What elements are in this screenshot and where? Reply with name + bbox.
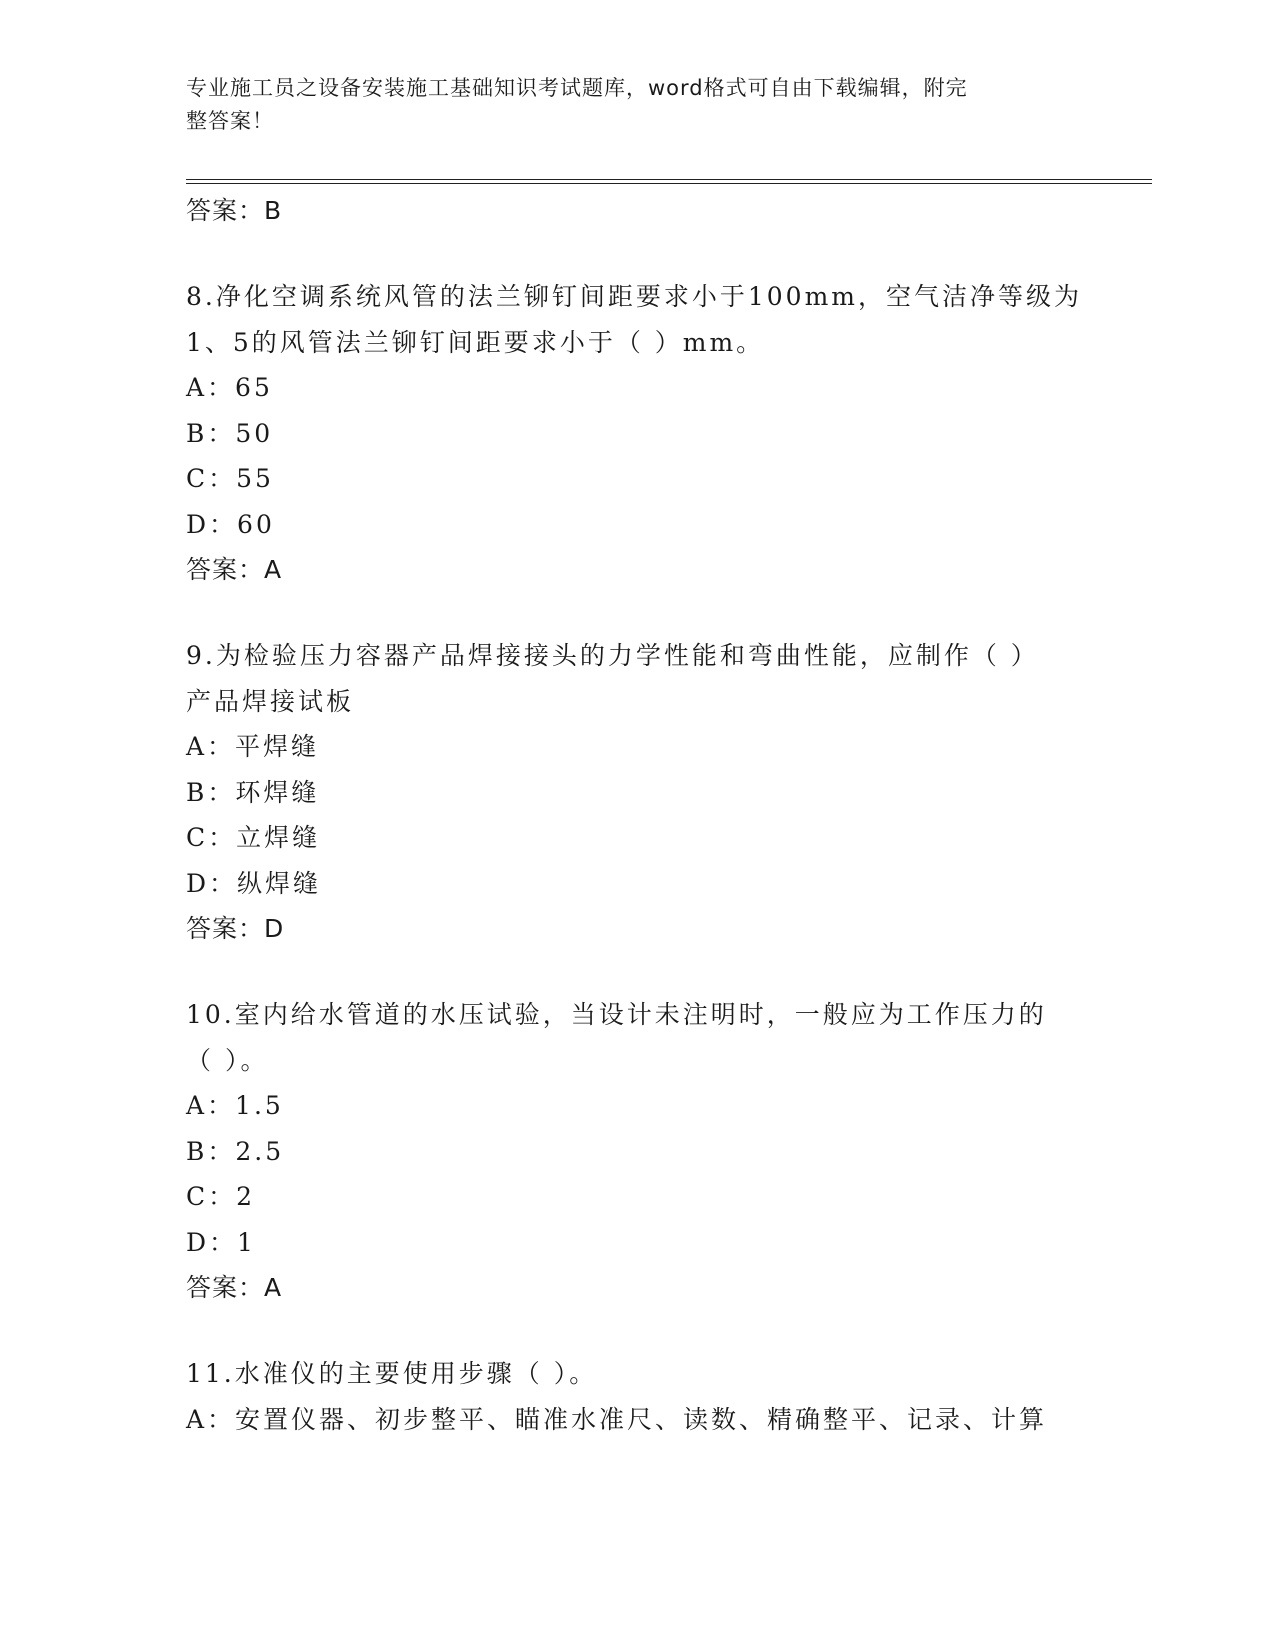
header-line-2: 整答案！: [186, 109, 274, 133]
question-text: [186, 274, 1086, 365]
option-c: C：2: [186, 1182, 256, 1211]
question-text-line: （ ）。: [186, 1045, 269, 1075]
header-line-1: 专业施工员之设备安装施工基础知识考试题库，word格式可自由下载编辑，附完: [186, 76, 968, 100]
question-text: [186, 1351, 1086, 1397]
option-c: C：55: [186, 464, 274, 493]
question-9: [186, 633, 1086, 952]
question-text-line: 11.水准仪的主要使用步骤（ ）。: [186, 1359, 598, 1388]
option-c: C：立焊缝: [186, 823, 321, 852]
option-b: B：50: [186, 418, 274, 448]
option-a: A：平焊缝: [186, 732, 320, 761]
question-text: [186, 633, 1086, 724]
question-text-line: 8.净化空调系统风管的法兰铆钉间距要求小于100mm，空气洁净等级为: [186, 282, 1082, 311]
option-d: D：纵焊缝: [186, 868, 322, 898]
question-10: [186, 992, 1086, 1311]
answer-line: 答案：A: [186, 555, 283, 584]
option-a: A：1.5: [186, 1091, 284, 1120]
option-b: B：环焊缝: [186, 777, 320, 807]
question-text: [186, 992, 1086, 1083]
answer-line: 答案：D: [186, 914, 285, 943]
answer-line: 答案：B: [186, 196, 283, 225]
option-d: D：1: [186, 1227, 256, 1257]
option-b: B：2.5: [186, 1136, 285, 1166]
document-header: [186, 72, 1066, 138]
question-text-line: 产品焊接试板: [186, 686, 355, 716]
question-11: [186, 1351, 1086, 1442]
answer-line: 答案：A: [186, 1273, 283, 1302]
option-a: A：安置仪器、初步整平、瞄准水准尺、读数、精确整平、记录、计算: [186, 1404, 1048, 1434]
header-divider-top: [186, 179, 1152, 180]
header-divider-bottom: [186, 183, 1152, 184]
document-body: [186, 188, 1086, 1442]
question-text-line: 10.室内给水管道的水压试验，当设计未注明时，一般应为工作压力的: [186, 1000, 1047, 1029]
question-text-line: 1、5的风管法兰铆钉间距要求小于（ ）mm。: [186, 327, 765, 357]
option-d: D：60: [186, 509, 275, 539]
question-8: [186, 274, 1086, 593]
question-text-line: 9.为检验压力容器产品焊接接头的力学性能和弯曲性能，应制作（ ）: [186, 641, 1039, 670]
option-a: A：65: [186, 373, 273, 402]
